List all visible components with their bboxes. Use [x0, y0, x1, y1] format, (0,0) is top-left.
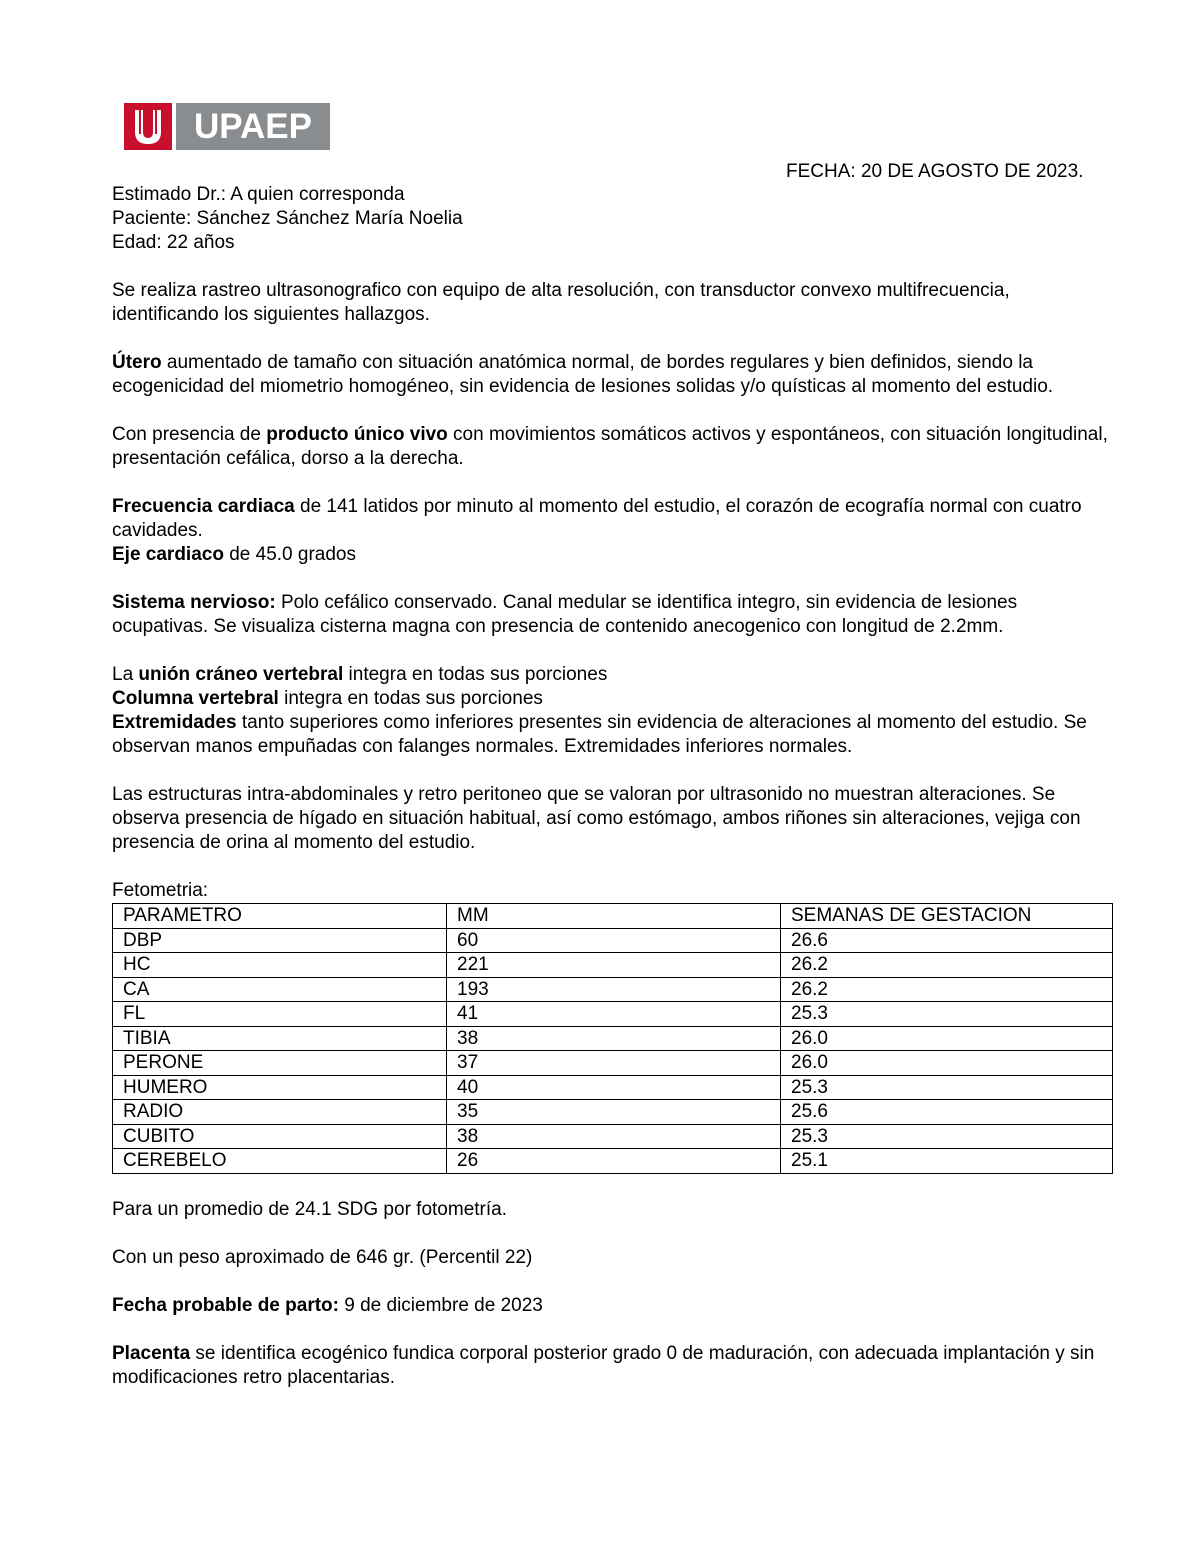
patient-line: Paciente: Sánchez Sánchez María Noelia	[112, 208, 463, 229]
abdomen-paragraph: Las estructuras intra-abdominales y retro peritoneo que se valoran por ultrasonido no muestran alteraciones. Se observa presencia de hígado en situación habitual, así como estómago, ambos riñones sin alteraciones, vejiga con presencia de orina al momento del estudio.	[112, 784, 1081, 853]
cell-semanas: 26.0	[781, 1026, 1113, 1051]
date-line: FECHA: 20 DE AGOSTO DE 2023.	[786, 161, 1084, 182]
intro-paragraph: Se realiza rastreo ultrasonografico con equipo de alta resolución, con transductor convexo multifrecuencia, identificando los siguientes hallazgos.	[112, 280, 1010, 325]
cell-mm: 38	[447, 1026, 781, 1051]
columna-paragraph	[112, 687, 1112, 711]
cell-parametro: FL	[113, 1002, 447, 1027]
fetometria-table	[112, 903, 1113, 1174]
table-row	[113, 953, 1113, 978]
cell-parametro: DBP	[113, 928, 447, 953]
header-mm: MM	[447, 904, 781, 929]
union-label: unión cráneo vertebral	[138, 664, 344, 685]
utero-label: Útero	[112, 352, 162, 373]
table-row	[113, 977, 1113, 1002]
upaep-logo	[124, 103, 330, 150]
eje-label: Eje cardiaco	[112, 544, 224, 565]
cell-semanas: 25.1	[781, 1149, 1113, 1174]
cell-mm: 38	[447, 1124, 781, 1149]
report-body	[112, 183, 1112, 1390]
extremidades-label: Extremidades	[112, 712, 237, 733]
fpp-text: 9 de diciembre de 2023	[338, 1294, 543, 1316]
table-row	[113, 1149, 1113, 1174]
placenta-paragraph	[112, 1342, 1112, 1390]
upaep-u-icon	[124, 103, 172, 150]
cell-parametro: HUMERO	[113, 1075, 447, 1100]
table-row	[113, 1124, 1113, 1149]
cell-semanas: 25.3	[781, 1002, 1113, 1027]
union-text: integra en todas sus porciones	[343, 664, 608, 685]
cell-mm: 37	[447, 1051, 781, 1076]
table-row	[113, 1075, 1113, 1100]
cell-parametro: HC	[113, 953, 447, 978]
peso-paragraph: Con un peso aproximado de 646 gr. (Percentil 22)	[112, 1246, 533, 1268]
fetometria-label: Fetometria:	[112, 880, 209, 901]
cell-parametro: RADIO	[113, 1100, 447, 1125]
cell-semanas: 25.3	[781, 1124, 1113, 1149]
eje-text: de 45.0 grados	[223, 544, 356, 565]
fpp-label: Fecha probable de parto:	[112, 1294, 339, 1316]
table-header-row	[113, 904, 1113, 929]
cell-mm: 193	[447, 977, 781, 1002]
cell-mm: 41	[447, 1002, 781, 1027]
cell-mm: 26	[447, 1149, 781, 1174]
frecuencia-paragraph	[112, 495, 1112, 543]
columna-text: integra en todas sus porciones	[278, 688, 543, 709]
frecuencia-text: de 141 latidos por minuto al momento del estudio, el corazón de ecografía normal con cuatro cavidades.	[112, 496, 1082, 541]
cell-parametro: CA	[113, 977, 447, 1002]
sistema-text: Polo cefálico conservado. Canal medular se identifica integro, sin evidencia de lesiones ocupativas. Se visualiza cisterna magna con presencia de contenido anecogenico con longitud de 2.2mm.	[112, 592, 1018, 637]
columna-label: Columna vertebral	[112, 688, 279, 709]
extremidades-paragraph	[112, 711, 1112, 759]
union-pre: La	[112, 664, 139, 685]
utero-text: aumentado de tamaño con situación anatómica normal, de bordes regulares y bien definidos, siendo la ecogenicidad del miometrio homogéneo, sin evidencia de lesiones solidas y/o quísticas al momento del estudio.	[112, 352, 1054, 397]
table-row	[113, 1051, 1113, 1076]
cell-semanas: 25.6	[781, 1100, 1113, 1125]
doctor-line: Estimado Dr.: A quien corresponda	[112, 184, 405, 205]
cell-parametro: TIBIA	[113, 1026, 447, 1051]
table-row	[113, 1100, 1113, 1125]
table-row	[113, 1002, 1113, 1027]
sistema-label: Sistema nervioso:	[112, 592, 276, 613]
extremidades-text: tanto superiores como inferiores presentes sin evidencia de alteraciones al momento del estudio. Se observan manos empuñadas con falanges normales. Extremidades inferiores normales.	[112, 712, 1087, 757]
union-paragraph	[112, 663, 1112, 687]
cell-mm: 60	[447, 928, 781, 953]
cell-semanas: 25.3	[781, 1075, 1113, 1100]
promedio-paragraph: Para un promedio de 24.1 SDG por fotometría.	[112, 1198, 507, 1220]
cell-parametro: CEREBELO	[113, 1149, 447, 1174]
fpp-paragraph	[112, 1294, 1112, 1318]
cell-semanas: 26.0	[781, 1051, 1113, 1076]
utero-paragraph	[112, 351, 1112, 399]
producto-pre: Con presencia de	[112, 424, 267, 445]
eje-paragraph	[112, 543, 1112, 567]
table-row	[113, 1026, 1113, 1051]
placenta-text: se identifica ecogénico fundica corporal posterior grado 0 de maduración, con adecuada implantación y sin modificaciones retro placentarias.	[112, 1342, 1095, 1388]
cell-semanas: 26.6	[781, 928, 1113, 953]
cell-semanas: 26.2	[781, 977, 1113, 1002]
placenta-label: Placenta	[112, 1342, 191, 1364]
cell-mm: 221	[447, 953, 781, 978]
cell-parametro: CUBITO	[113, 1124, 447, 1149]
cell-mm: 40	[447, 1075, 781, 1100]
header-semanas: SEMANAS DE GESTACION	[781, 904, 1113, 929]
sistema-paragraph	[112, 591, 1112, 639]
age-line: Edad: 22 años	[112, 232, 235, 253]
header-parametro: PARAMETRO	[113, 904, 447, 929]
producto-label: producto único vivo	[266, 424, 448, 445]
producto-paragraph	[112, 423, 1112, 471]
logo-wordmark: UPAEP	[176, 103, 330, 150]
cell-parametro: PERONE	[113, 1051, 447, 1076]
cell-semanas: 26.2	[781, 953, 1113, 978]
producto-text: con movimientos somáticos activos y espontáneos, con situación longitudinal, presentación cefálica, dorso a la derecha.	[112, 424, 1108, 469]
table-row	[113, 928, 1113, 953]
cell-mm: 35	[447, 1100, 781, 1125]
frecuencia-label: Frecuencia cardiaca	[112, 496, 295, 517]
